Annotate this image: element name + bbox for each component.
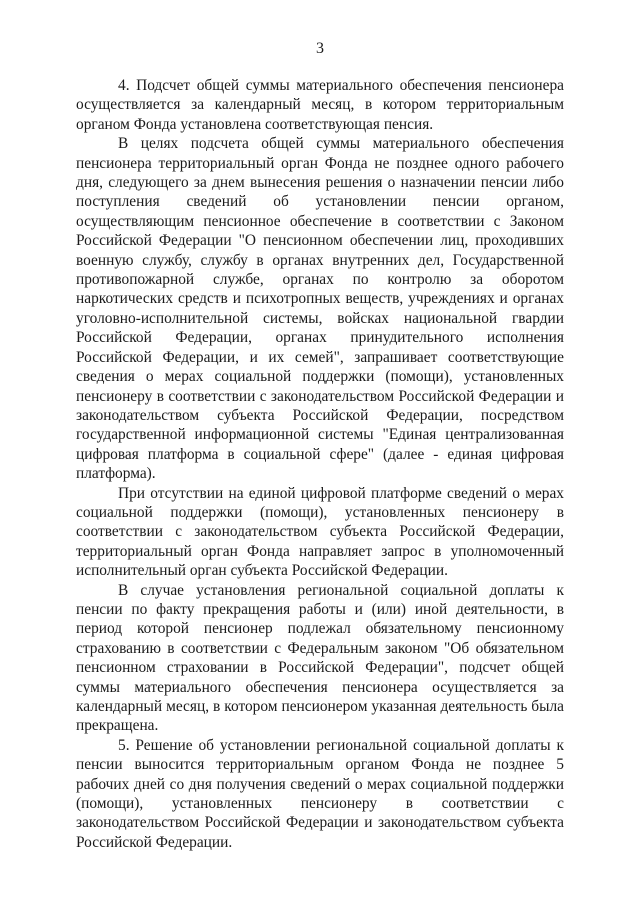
paragraph-item-5: 5. Решение об установлении региональной социальной доплаты к пенсии выносится территориальным органом Фонда не позднее 5 рабочих дней со дня получения сведений о мерах социальной поддержки (помощи), установленных пенсионеру в соответствии с законодательством Российской Федерации и законодательством субъекта Российской Федерации. xyxy=(76,736,564,851)
paragraph-work-termination: В случае установления региональной социальной доплаты к пенсии по факту прекращения работы и (или) иной деятельности, в период которой пенсионер подлежал обязательному пенсионному страхованию в соответствии с Федеральным законом "Об обязательном пенсионном страховании в Российской Федерации", подсчет общей суммы материального обеспечения пенсионера осуществляется за календарный месяц, в котором пенсионером указанная деятельность была прекращена. xyxy=(76,581,564,735)
paragraph-missing-info: При отсутствии на единой цифровой платформе сведений о мерах социальной поддержки (помощи), установленных пенсионеру в соответствии с законодательством субъекта Российской Федерации, территориальный орган Фонда направляет запрос в уполномоченный исполнительный орган субъекта Российской Федерации. xyxy=(76,484,564,580)
paragraph-request-info: В целях подсчета общей суммы материального обеспечения пенсионера территориальный орган Фонда не позднее одного рабочего дня, следующего за днем вынесения решения о назначении пенсии либо поступления сведений об установлении пенсии органом, осуществляющим пенсионное обеспечение в соответствии с Законом Российской Федерации "О пенсионном обеспечении лиц, проходивших военную службу, службу в органах внутренних дел, Государственной противопожарной службе, органах по контролю за оборотом наркотических средств и психотропных веществ, учреждениях и органах уголовно-исполнительной системы, войсках национальной гвардии Российской Федерации, органах принудительного исполнения Российской Федерации, и их семей", запрашивает соответствующие сведения о мерах социальной поддержки (помощи), установленных пенсионеру в соответствии с законодательством Российской Федерации и законодательством субъекта Российской Федерации, посредством государственной информационной системы "Единая централизованная цифровая платформа в социальной сфере" (далее - единая цифровая платформа). xyxy=(76,135,564,483)
page-number: 3 xyxy=(316,40,324,57)
paragraph-item-4: 4. Подсчет общей суммы материального обеспечения пенсионера осуществляется за календарный месяц, в котором территориальным органом Фонда установлена соответствующая пенсия. xyxy=(76,77,564,133)
document-body xyxy=(76,76,564,852)
